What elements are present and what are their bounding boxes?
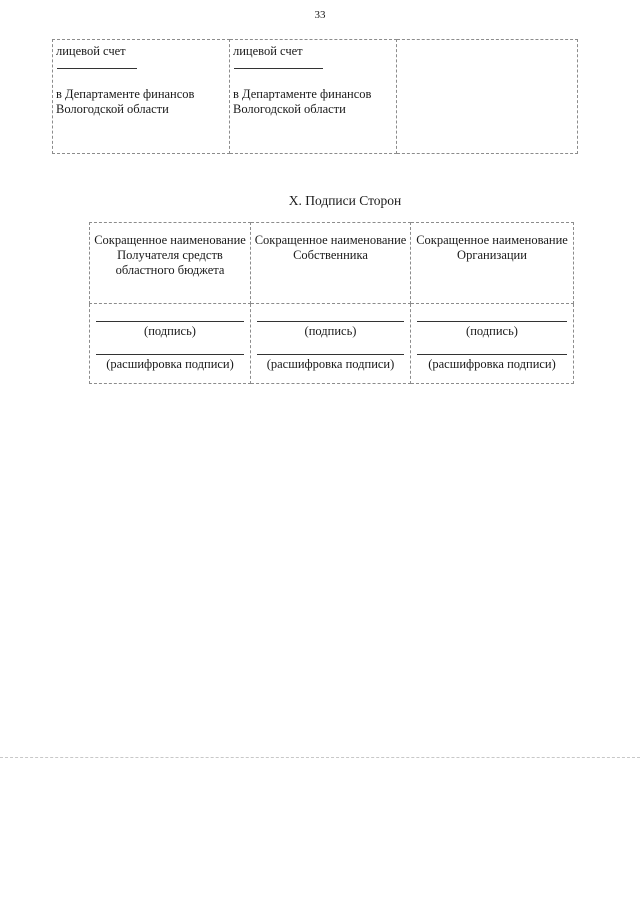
signature-header-1: Сокращенное наименование Получателя средств областного бюджета (90, 223, 251, 304)
signature-header-2: Сокращенное наименование Собственника (251, 223, 411, 304)
page-number: 33 (314, 9, 326, 21)
scan-dotted-rule (0, 757, 640, 758)
account-table (52, 39, 578, 154)
transcript-label: (расшифровка подписи) (428, 357, 556, 371)
department-text: в Департаменте финансов Вологодской области (56, 87, 195, 116)
signature-label: (подпись) (144, 324, 196, 338)
transcript-line (257, 353, 404, 355)
signature-label: (подпись) (466, 324, 518, 338)
section-heading: X. Подписи Сторон (288, 193, 402, 208)
account-cell-1 (53, 40, 230, 154)
table-row (90, 304, 574, 384)
transcript-line (96, 353, 244, 355)
signature-cell-3 (411, 304, 574, 384)
account-number-blank-line (57, 67, 137, 69)
table-row (90, 223, 574, 304)
account-label: лицевой счет (233, 44, 303, 58)
account-label: лицевой счет (56, 44, 126, 58)
signature-label: (подпись) (304, 324, 357, 338)
transcript-line (417, 353, 567, 355)
account-cell-3-empty (397, 40, 578, 154)
signature-header-3: Сокращенное наименование Организации (411, 223, 574, 304)
signature-cell-1 (90, 304, 251, 384)
transcript-label: (расшифровка подписи) (266, 357, 395, 371)
table-row (53, 40, 578, 154)
signature-line (257, 320, 404, 322)
signature-line (96, 320, 244, 322)
signature-table (89, 222, 574, 384)
account-cell-2 (230, 40, 397, 154)
signature-cell-2 (251, 304, 411, 384)
account-number-blank-line (234, 67, 323, 69)
department-text: в Департаменте финансов Вологодской области (233, 87, 372, 116)
transcript-label: (расшифровка подписи) (106, 357, 234, 371)
signature-line (417, 320, 567, 322)
